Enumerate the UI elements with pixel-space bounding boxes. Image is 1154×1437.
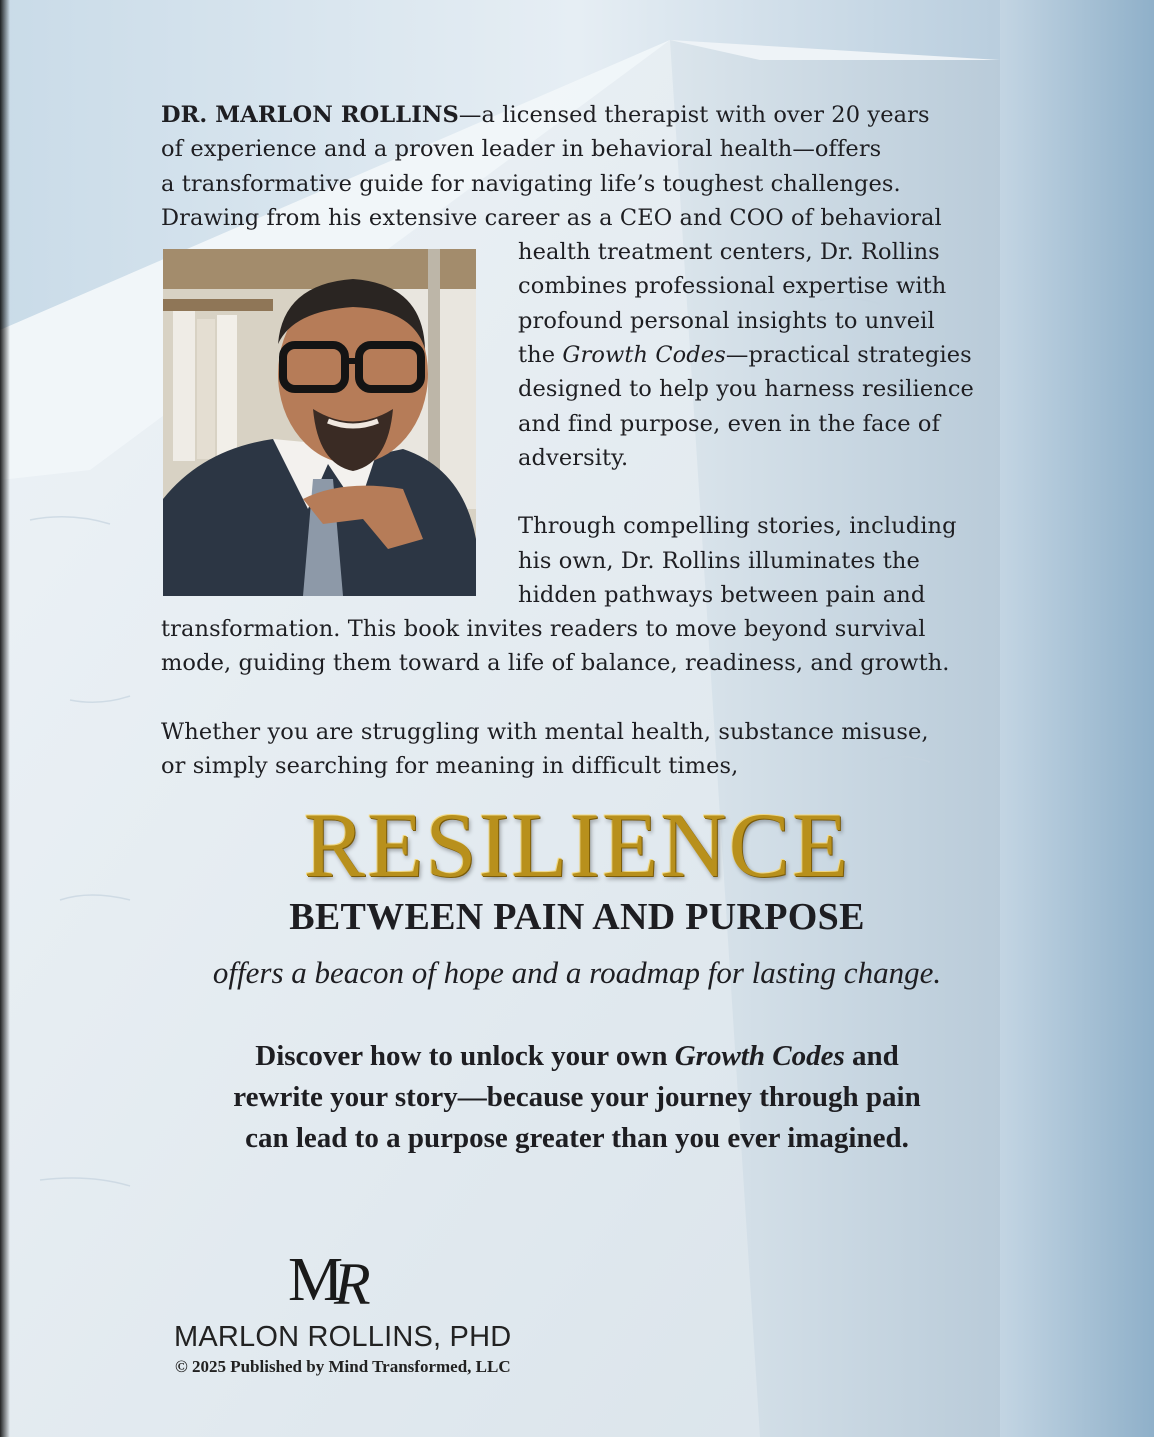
title-block — [0, 795, 1154, 995]
p1-line-8: the Growth Codes—practical strategies — [518, 342, 972, 369]
p3-line-1: Whether you are struggling with mental health, substance misuse, — [161, 718, 929, 745]
tagline: offers a beacon of hope and a roadmap for lasting change. — [212, 955, 942, 990]
p1-line-1: DR. MARLON ROLLINS—a licensed therapist with over 20 years — [161, 102, 930, 128]
p1-line-2: of experience and a proven leader in behavioral health—offers — [161, 136, 882, 163]
author-photo — [163, 249, 476, 596]
author-name-lead: DR. MARLON ROLLINS — [161, 102, 459, 128]
growth-codes-italic: Growth Codes — [674, 1040, 845, 1072]
p1-line-4: Drawing from his extensive career as a CEO and COO of behavioral — [161, 204, 942, 231]
p1-line-10: and find purpose, even in the face of — [518, 410, 941, 437]
discover-line-2: rewrite your story—because your journey through pain — [233, 1081, 921, 1113]
author-name: MARLON ROLLINS, PHD — [174, 1321, 512, 1353]
p1-line-7: profound personal insights to unveil — [518, 307, 935, 334]
discover-line-3: can lead to a purpose greater than you ever imagined. — [245, 1122, 909, 1154]
p2-line-5: mode, guiding them toward a life of balance, readiness, and growth. — [161, 650, 950, 677]
book-subtitle: BETWEEN PAIN AND PURPOSE — [289, 896, 865, 938]
svg-text:M: M — [288, 1246, 344, 1314]
p3-line-2: or simply searching for meaning in difficult times, — [161, 753, 739, 780]
discover-line-1: Discover how to unlock your own Growth Codes and — [255, 1040, 899, 1072]
p2-line-3: hidden pathways between pain and — [518, 581, 926, 608]
p2-line-4: transformation. This book invites readers to move beyond survival — [161, 616, 926, 643]
p2-line-2: his own, Dr. Rollins illuminates the — [518, 547, 920, 574]
svg-text:R: R — [334, 1251, 371, 1314]
p1-line-5: health treatment centers, Dr. Rollins — [518, 239, 940, 266]
discover-text — [0, 1036, 1154, 1159]
p1-line-9: designed to help you harness resilience — [518, 376, 974, 403]
p1-line-11: adversity. — [518, 444, 629, 471]
copyright-notice: © 2025 Published by Mind Transformed, LLC — [175, 1357, 511, 1376]
growth-codes-italic: Growth Codes — [562, 342, 726, 369]
p1-line-3: a transformative guide for navigating life’s toughest challenges. — [161, 170, 901, 197]
mr-monogram-logo — [282, 1244, 412, 1314]
p1-line-6: combines professional expertise with — [518, 273, 947, 300]
book-title: RESILIENCE — [303, 794, 851, 896]
p2-line-1: Through compelling stories, including — [518, 513, 957, 540]
